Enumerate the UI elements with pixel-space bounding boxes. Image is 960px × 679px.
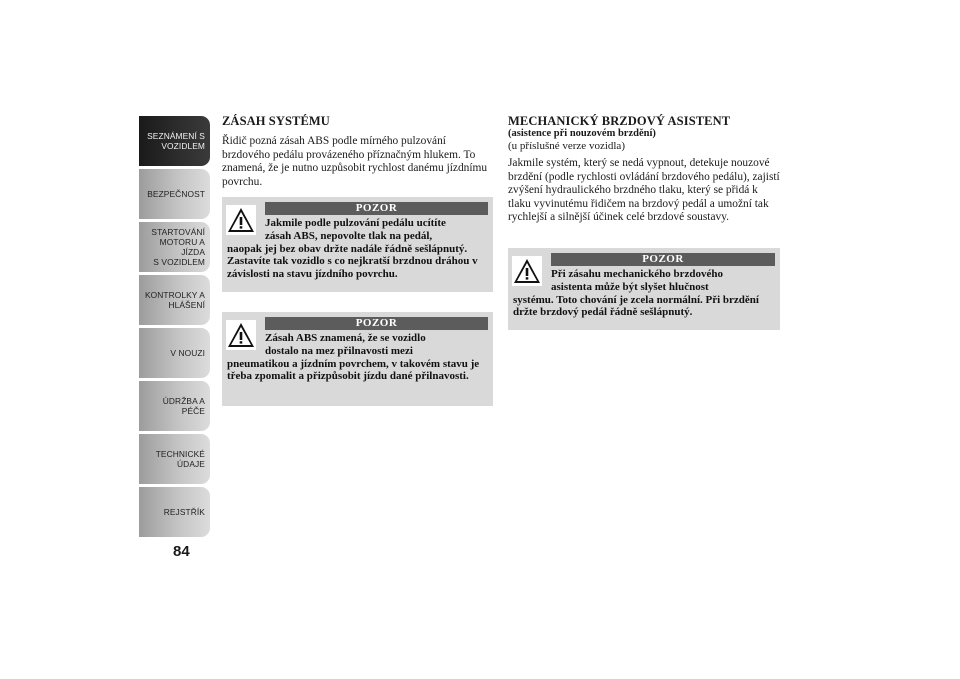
warning-triangle-icon — [226, 320, 256, 350]
warning-box — [222, 312, 493, 406]
tab-technicke-udaje[interactable]: TECHNICKÉ ÚDAJE — [139, 434, 210, 484]
warning-triangle-icon — [226, 205, 256, 235]
section-title-zasah: ZÁSAH SYSTÉMU — [222, 114, 330, 128]
right-column — [508, 114, 780, 225]
page-number: 84 — [173, 543, 190, 560]
warning-heading: POZOR — [265, 317, 488, 330]
tab-bezpecnost[interactable]: BEZPEČNOST — [139, 169, 210, 219]
warning-triangle-icon — [512, 256, 542, 286]
section-body-brzdovy-asistent: Jakmile systém, který se nedá vypnout, detekuje nouzové brzdění (podle rychlosti ovládání brzdového pedálu), zajistí zvýšení hydraulického brzdného tlaku, který se přidá k tlaku vyvinutému řidičem na brzdový pedál a umožní tak rychlejší a silnější účinek celé brzdové soustavy. — [508, 157, 780, 224]
tab-startovani[interactable]: STARTOVÁNÍ MOTORU A JÍZDA S VOZIDLEM — [139, 222, 210, 272]
warning-box — [508, 248, 780, 330]
left-column — [222, 114, 494, 189]
section-body-zasah: Řidič pozná zásah ABS podle mírného pulzování brzdového pedálu provázeného příznačným hlukem. To znamená, že je nutno uzpůsobit rychlost danému jízdnímu povrchu. — [222, 135, 488, 188]
chapter-tabs — [139, 116, 210, 540]
warning-text: Jakmile podle pulzování pedálu ucítíte zásah ABS, nepovolte tlak na pedál, naopak jej bez obav držte nadále řádně sešlápnutý. Zastavíte tak vozidlo s co nejkratší brzdnou dráhou v závislosti na stavu jízdního povrchu. — [227, 217, 478, 281]
warning-heading: POZOR — [551, 253, 775, 266]
warning-heading: POZOR — [265, 202, 488, 215]
tab-udrzba[interactable]: ÚDRŽBA A PÉČE — [139, 381, 210, 431]
warning-box — [222, 197, 493, 292]
section-subtitle: (asistence při nouzovém brzdění) — [508, 128, 656, 139]
section-title-brzdovy-asistent: MECHANICKÝ BRZDOVÝ ASISTENT — [508, 114, 731, 128]
warning-text: Při zásahu mechanického brzdového asistenta může být slyšet hlučnost systému. Toto chování je zcela normální. Při brzdění držte brzdový pedál řádně sešlápnutý. — [513, 268, 759, 319]
tab-seznameni-s-vozidlem[interactable]: SEZNÁMENÍ S VOZIDLEM — [139, 116, 210, 166]
section-note: (u příslušné verze vozidla) — [508, 140, 625, 152]
tab-kontrolky[interactable]: KONTROLKY A HLÁŠENÍ — [139, 275, 210, 325]
warning-text: Zásah ABS znamená, že se vozidlo dostalo na mez přilnavosti mezi pneumatikou a jízdním povrchem, v takovém stavu je třeba zpomalit a přizpůsobit jízdu dané přilnavosti. — [227, 332, 480, 383]
tab-rejstrik[interactable]: REJSTŘÍK — [139, 487, 210, 537]
tab-v-nouzi[interactable]: V NOUZI — [139, 328, 210, 378]
